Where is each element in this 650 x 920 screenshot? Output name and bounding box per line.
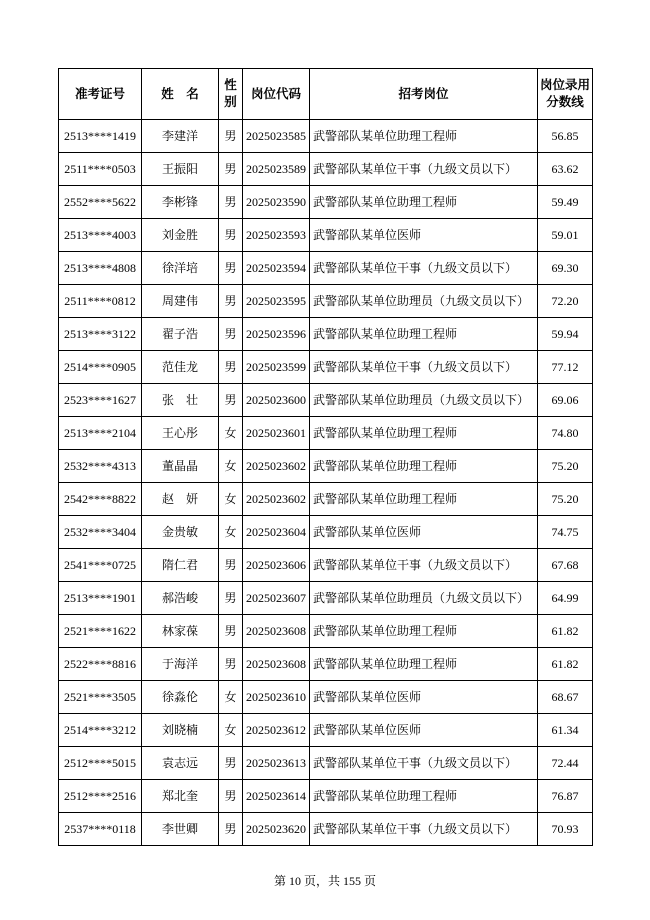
cell-position: 武警部队某单位医师 — [310, 714, 538, 747]
cell-admission_no: 2523****1627 — [59, 384, 142, 417]
cell-gender: 男 — [219, 120, 243, 153]
cell-position_code: 2025023620 — [243, 813, 310, 846]
cell-admission_no: 2512****2516 — [59, 780, 142, 813]
cell-position: 武警部队某单位助理工程师 — [310, 318, 538, 351]
cell-position: 武警部队某单位助理员（九级文员以下） — [310, 285, 538, 318]
cell-position: 武警部队某单位助理工程师 — [310, 450, 538, 483]
cell-admission_no: 2521****3505 — [59, 681, 142, 714]
cell-admission_no: 2513****4808 — [59, 252, 142, 285]
cell-admission_no: 2552****5622 — [59, 186, 142, 219]
table-row — [59, 417, 593, 450]
table-row — [59, 483, 593, 516]
cell-score_line: 74.75 — [538, 516, 593, 549]
table-row — [59, 714, 593, 747]
cell-name: 李彬锋 — [142, 186, 219, 219]
cell-position_code: 2025023594 — [243, 252, 310, 285]
score-table-head — [59, 69, 593, 120]
cell-admission_no: 2532****3404 — [59, 516, 142, 549]
cell-admission_no: 2513****3122 — [59, 318, 142, 351]
page-number-footer: 第 10 页，共 155 页 — [273, 874, 376, 888]
cell-position: 武警部队某单位医师 — [310, 516, 538, 549]
cell-name: 于海洋 — [142, 648, 219, 681]
cell-admission_no: 2513****2104 — [59, 417, 142, 450]
cell-name: 董晶晶 — [142, 450, 219, 483]
cell-admission_no: 2532****4313 — [59, 450, 142, 483]
table-row — [59, 681, 593, 714]
cell-score_line: 56.85 — [538, 120, 593, 153]
cell-position_code: 2025023600 — [243, 384, 310, 417]
cell-gender: 男 — [219, 351, 243, 384]
column-header-name: 姓 名 — [142, 69, 219, 120]
cell-name: 袁志远 — [142, 747, 219, 780]
cell-name: 徐淼伦 — [142, 681, 219, 714]
cell-gender: 男 — [219, 285, 243, 318]
cell-score_line: 59.94 — [538, 318, 593, 351]
cell-position: 武警部队某单位助理员（九级文员以下） — [310, 582, 538, 615]
cell-position_code: 2025023593 — [243, 219, 310, 252]
cell-name: 王振阳 — [142, 153, 219, 186]
cell-gender: 男 — [219, 549, 243, 582]
cell-position: 武警部队某单位医师 — [310, 681, 538, 714]
cell-position: 武警部队某单位医师 — [310, 219, 538, 252]
cell-score_line: 68.67 — [538, 681, 593, 714]
table-row — [59, 615, 593, 648]
table-row — [59, 285, 593, 318]
cell-admission_no: 2542****8822 — [59, 483, 142, 516]
cell-gender: 男 — [219, 252, 243, 285]
table-row — [59, 747, 593, 780]
cell-position: 武警部队某单位干事（九级文员以下） — [310, 549, 538, 582]
cell-gender: 男 — [219, 747, 243, 780]
column-header-score_line: 岗位录用分数线 — [538, 69, 593, 120]
cell-score_line: 75.20 — [538, 450, 593, 483]
cell-score_line: 70.93 — [538, 813, 593, 846]
table-row — [59, 780, 593, 813]
cell-score_line: 72.44 — [538, 747, 593, 780]
cell-position_code: 2025023595 — [243, 285, 310, 318]
cell-admission_no: 2511****0812 — [59, 285, 142, 318]
cell-admission_no: 2521****1622 — [59, 615, 142, 648]
column-header-position: 招考岗位 — [310, 69, 538, 120]
cell-name: 林家葆 — [142, 615, 219, 648]
table-row — [59, 648, 593, 681]
cell-gender: 女 — [219, 714, 243, 747]
cell-score_line: 64.99 — [538, 582, 593, 615]
column-header-position_code: 岗位代码 — [243, 69, 310, 120]
cell-admission_no: 2513****1901 — [59, 582, 142, 615]
table-row — [59, 120, 593, 153]
cell-position: 武警部队某单位助理员（九级文员以下） — [310, 384, 538, 417]
cell-position_code: 2025023614 — [243, 780, 310, 813]
cell-gender: 男 — [219, 582, 243, 615]
cell-position: 武警部队某单位干事（九级文员以下） — [310, 813, 538, 846]
table-row — [59, 153, 593, 186]
cell-position_code: 2025023608 — [243, 648, 310, 681]
cell-score_line: 61.82 — [538, 648, 593, 681]
cell-gender: 女 — [219, 417, 243, 450]
cell-name: 范佳龙 — [142, 351, 219, 384]
cell-admission_no: 2514****0905 — [59, 351, 142, 384]
cell-admission_no: 2513****4003 — [59, 219, 142, 252]
header-row — [59, 69, 593, 120]
cell-score_line: 75.20 — [538, 483, 593, 516]
cell-gender: 男 — [219, 780, 243, 813]
cell-position_code: 2025023599 — [243, 351, 310, 384]
cell-score_line: 69.06 — [538, 384, 593, 417]
cell-gender: 男 — [219, 615, 243, 648]
cell-name: 郑北奎 — [142, 780, 219, 813]
table-row — [59, 813, 593, 846]
table-row — [59, 549, 593, 582]
cell-admission_no: 2514****3212 — [59, 714, 142, 747]
cell-position_code: 2025023607 — [243, 582, 310, 615]
cell-position: 武警部队某单位助理工程师 — [310, 417, 538, 450]
cell-position: 武警部队某单位干事（九级文员以下） — [310, 747, 538, 780]
cell-name: 周建伟 — [142, 285, 219, 318]
cell-position_code: 2025023612 — [243, 714, 310, 747]
cell-score_line: 61.34 — [538, 714, 593, 747]
column-header-gender: 性别 — [219, 69, 243, 120]
cell-position_code: 2025023604 — [243, 516, 310, 549]
cell-gender: 男 — [219, 813, 243, 846]
cell-position: 武警部队某单位助理工程师 — [310, 483, 538, 516]
cell-position: 武警部队某单位干事（九级文员以下） — [310, 351, 538, 384]
cell-position_code: 2025023608 — [243, 615, 310, 648]
cell-position: 武警部队某单位干事（九级文员以下） — [310, 252, 538, 285]
score-table-body — [59, 120, 593, 846]
cell-position_code: 2025023610 — [243, 681, 310, 714]
cell-admission_no: 2522****8816 — [59, 648, 142, 681]
cell-gender: 男 — [219, 219, 243, 252]
cell-score_line: 63.62 — [538, 153, 593, 186]
table-row — [59, 318, 593, 351]
cell-name: 徐洋培 — [142, 252, 219, 285]
table-row — [59, 219, 593, 252]
cell-admission_no: 2513****1419 — [59, 120, 142, 153]
cell-score_line: 77.12 — [538, 351, 593, 384]
cell-name: 刘晓楠 — [142, 714, 219, 747]
cell-admission_no: 2511****0503 — [59, 153, 142, 186]
cell-name: 李建洋 — [142, 120, 219, 153]
table-row — [59, 384, 593, 417]
cell-position: 武警部队某单位干事（九级文员以下） — [310, 153, 538, 186]
cell-admission_no: 2537****0118 — [59, 813, 142, 846]
cell-position_code: 2025023589 — [243, 153, 310, 186]
cell-position_code: 2025023602 — [243, 450, 310, 483]
cell-position: 武警部队某单位助理工程师 — [310, 648, 538, 681]
cell-name: 隋仁君 — [142, 549, 219, 582]
score-table — [58, 68, 593, 846]
cell-name: 刘金胜 — [142, 219, 219, 252]
cell-position_code: 2025023596 — [243, 318, 310, 351]
cell-score_line: 69.30 — [538, 252, 593, 285]
cell-position: 武警部队某单位助理工程师 — [310, 615, 538, 648]
cell-position: 武警部队某单位助理工程师 — [310, 120, 538, 153]
table-row — [59, 186, 593, 219]
cell-score_line: 61.82 — [538, 615, 593, 648]
cell-gender: 男 — [219, 153, 243, 186]
table-row — [59, 351, 593, 384]
table-row — [59, 516, 593, 549]
cell-position: 武警部队某单位助理工程师 — [310, 186, 538, 219]
cell-score_line: 76.87 — [538, 780, 593, 813]
cell-gender: 男 — [219, 648, 243, 681]
cell-position_code: 2025023613 — [243, 747, 310, 780]
cell-position_code: 2025023585 — [243, 120, 310, 153]
cell-name: 张 壮 — [142, 384, 219, 417]
table-row — [59, 252, 593, 285]
cell-score_line: 74.80 — [538, 417, 593, 450]
cell-name: 翟子浩 — [142, 318, 219, 351]
column-header-admission_no: 准考证号 — [59, 69, 142, 120]
cell-name: 王心彤 — [142, 417, 219, 450]
cell-position_code: 2025023602 — [243, 483, 310, 516]
cell-score_line: 59.01 — [538, 219, 593, 252]
cell-position: 武警部队某单位助理工程师 — [310, 780, 538, 813]
cell-gender: 女 — [219, 483, 243, 516]
cell-gender: 男 — [219, 186, 243, 219]
cell-score_line: 67.68 — [538, 549, 593, 582]
cell-gender: 女 — [219, 681, 243, 714]
table-row — [59, 450, 593, 483]
cell-name: 李世卿 — [142, 813, 219, 846]
cell-name: 金贵敏 — [142, 516, 219, 549]
cell-gender: 男 — [219, 384, 243, 417]
cell-gender: 女 — [219, 516, 243, 549]
cell-gender: 男 — [219, 318, 243, 351]
cell-name: 郝浩峻 — [142, 582, 219, 615]
cell-score_line: 72.20 — [538, 285, 593, 318]
cell-admission_no: 2541****0725 — [59, 549, 142, 582]
table-row — [59, 582, 593, 615]
cell-score_line: 59.49 — [538, 186, 593, 219]
cell-admission_no: 2512****5015 — [59, 747, 142, 780]
cell-position_code: 2025023601 — [243, 417, 310, 450]
cell-gender: 女 — [219, 450, 243, 483]
cell-position_code: 2025023590 — [243, 186, 310, 219]
cell-name: 赵 妍 — [142, 483, 219, 516]
cell-position_code: 2025023606 — [243, 549, 310, 582]
